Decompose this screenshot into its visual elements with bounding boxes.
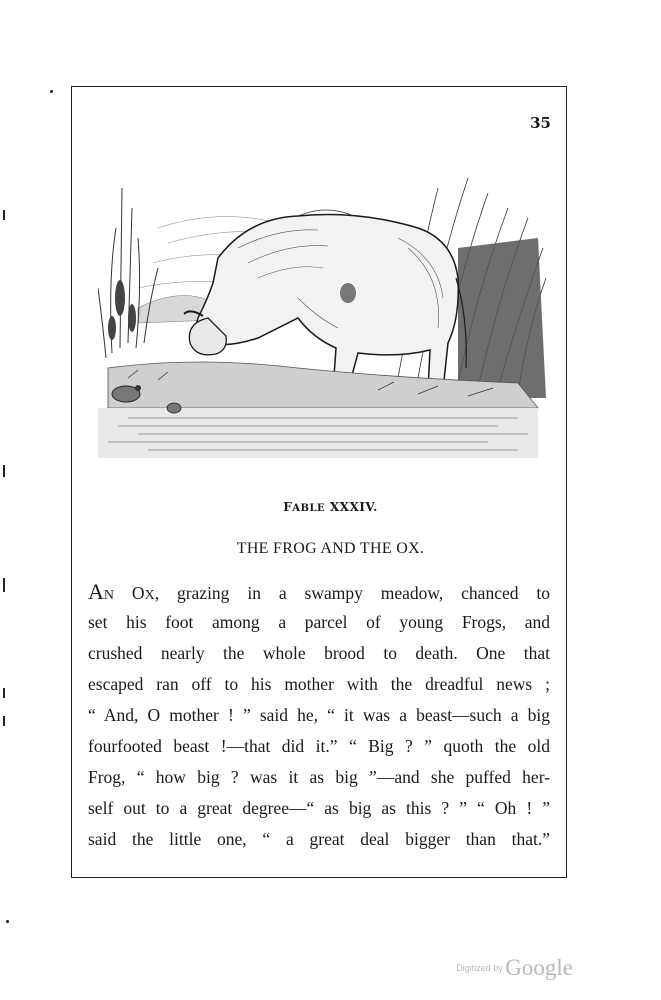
margin-dot xyxy=(50,90,53,93)
margin-dot xyxy=(6,920,9,923)
margin-tick xyxy=(3,465,5,477)
fable-line: Frog, “ how big ? was it as big ”—and she puffed her- xyxy=(88,767,550,787)
fable-line: self out to a great degree—“ as big as this ? ” “ Oh ! ” xyxy=(88,798,550,818)
page-number: 35 xyxy=(530,114,551,132)
fable-line: said the little one, “ a great deal bigger than that.” xyxy=(88,829,550,849)
margin-tick xyxy=(3,716,5,726)
google-logo: Google xyxy=(505,955,573,980)
fable-line: AN OX, grazing in a swampy meadow, chanced to xyxy=(88,579,550,604)
margin-tick xyxy=(3,578,5,592)
google-watermark: Digitized by Google xyxy=(456,955,573,980)
ox-illustration xyxy=(98,168,548,460)
fable-line: fourfooted beast !—that did it.” “ Big ? ” quoth the old xyxy=(88,736,550,756)
margin-tick xyxy=(3,210,5,220)
fable-line: “ And, O mother ! ” said he, “ it was a beast—such a big xyxy=(88,705,550,725)
drop-cap: A xyxy=(88,579,104,604)
margin-tick xyxy=(3,688,5,698)
fable-line: escaped ran off to his mother with the dreadful news ; xyxy=(88,674,550,694)
fable-line: crushed nearly the whole brood to death. One that xyxy=(88,643,550,663)
fable-number: FABLE XXXIV. xyxy=(283,500,378,514)
fable-title: THE FROG AND THE OX. xyxy=(236,540,425,557)
fable-line: set his foot among a parcel of young Frogs, and xyxy=(88,612,550,632)
fable-body xyxy=(88,576,550,855)
